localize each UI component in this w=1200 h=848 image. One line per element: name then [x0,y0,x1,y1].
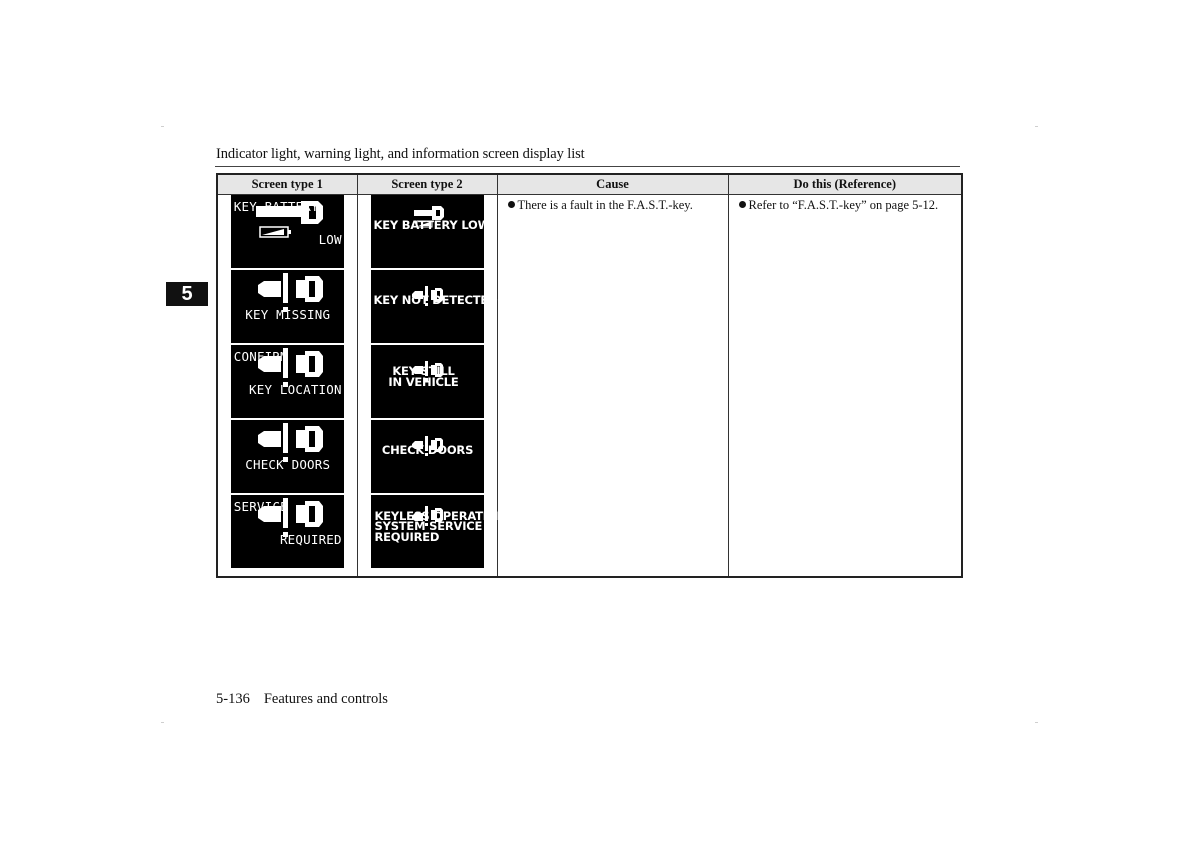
indicator-table [216,173,963,578]
screen-text: KEYLESS OPERATION SYSTEM SERVICE REQUIRED [374,508,506,544]
screen-text: KEY STILL IN VEHICLE [388,364,459,389]
chapter-tab: 5 [166,282,208,306]
screen-confirm-key-location [231,345,344,418]
crop-mark [161,126,164,127]
screen-check-doors [371,420,484,493]
screen-key-battery-low [371,195,491,268]
screen-text: CHECK DOORS [381,442,474,457]
screen-text-line-1: CONFIRM [233,349,288,364]
crop-mark [1035,126,1038,127]
action-cell [728,195,962,578]
screen-key-battery-low [231,195,344,268]
screen-key-not-detected [371,270,498,343]
screen-text-line-1: SERVICE [233,499,288,514]
screen-type-2-cell [357,195,506,578]
bullet-icon [739,201,746,208]
screen-text-line-1: CHECK DOORS [245,457,331,472]
column-header-cause: Cause [497,174,728,195]
screen-keyless-operation-service [371,495,506,568]
page-footer [216,691,388,708]
action-text: Refer to “F.A.S.T.-key” on page 5-12. [748,198,939,212]
cause-text: There is a fault in the F.A.S.T.-key. [517,198,693,212]
crop-mark [161,722,164,723]
column-header-action: Do this (Reference) [728,174,962,195]
section-title: Indicator light, warning light, and information screen display list [216,146,585,162]
screen-key-still-in-vehicle [371,345,484,418]
screen-service-required [231,495,344,568]
column-header-screen-type-2: Screen type 2 [357,174,497,195]
screen-text-line-2: REQUIRED [279,532,342,547]
screen-type-1-cell [217,195,357,578]
crop-mark [1035,722,1038,723]
screen-text: KEY BATTERY LOW [373,217,491,232]
screen-text-line-2: KEY LOCATION [249,382,342,397]
screen-text-line-1: KEY MISSING [245,307,331,322]
screen-text-line-1: KEY BATTERY [233,199,319,214]
title-rule [215,166,960,167]
column-header-screen-type-1: Screen type 1 [217,174,357,195]
screen-text-line-2: LOW [318,232,342,247]
bullet-icon [508,201,515,208]
table-row [217,195,962,578]
cause-cell [497,195,728,578]
screen-text: KEY NOT DETECTED [373,292,498,307]
page-number: 5-136 [216,691,250,707]
footer-section: Features and controls [263,691,388,707]
